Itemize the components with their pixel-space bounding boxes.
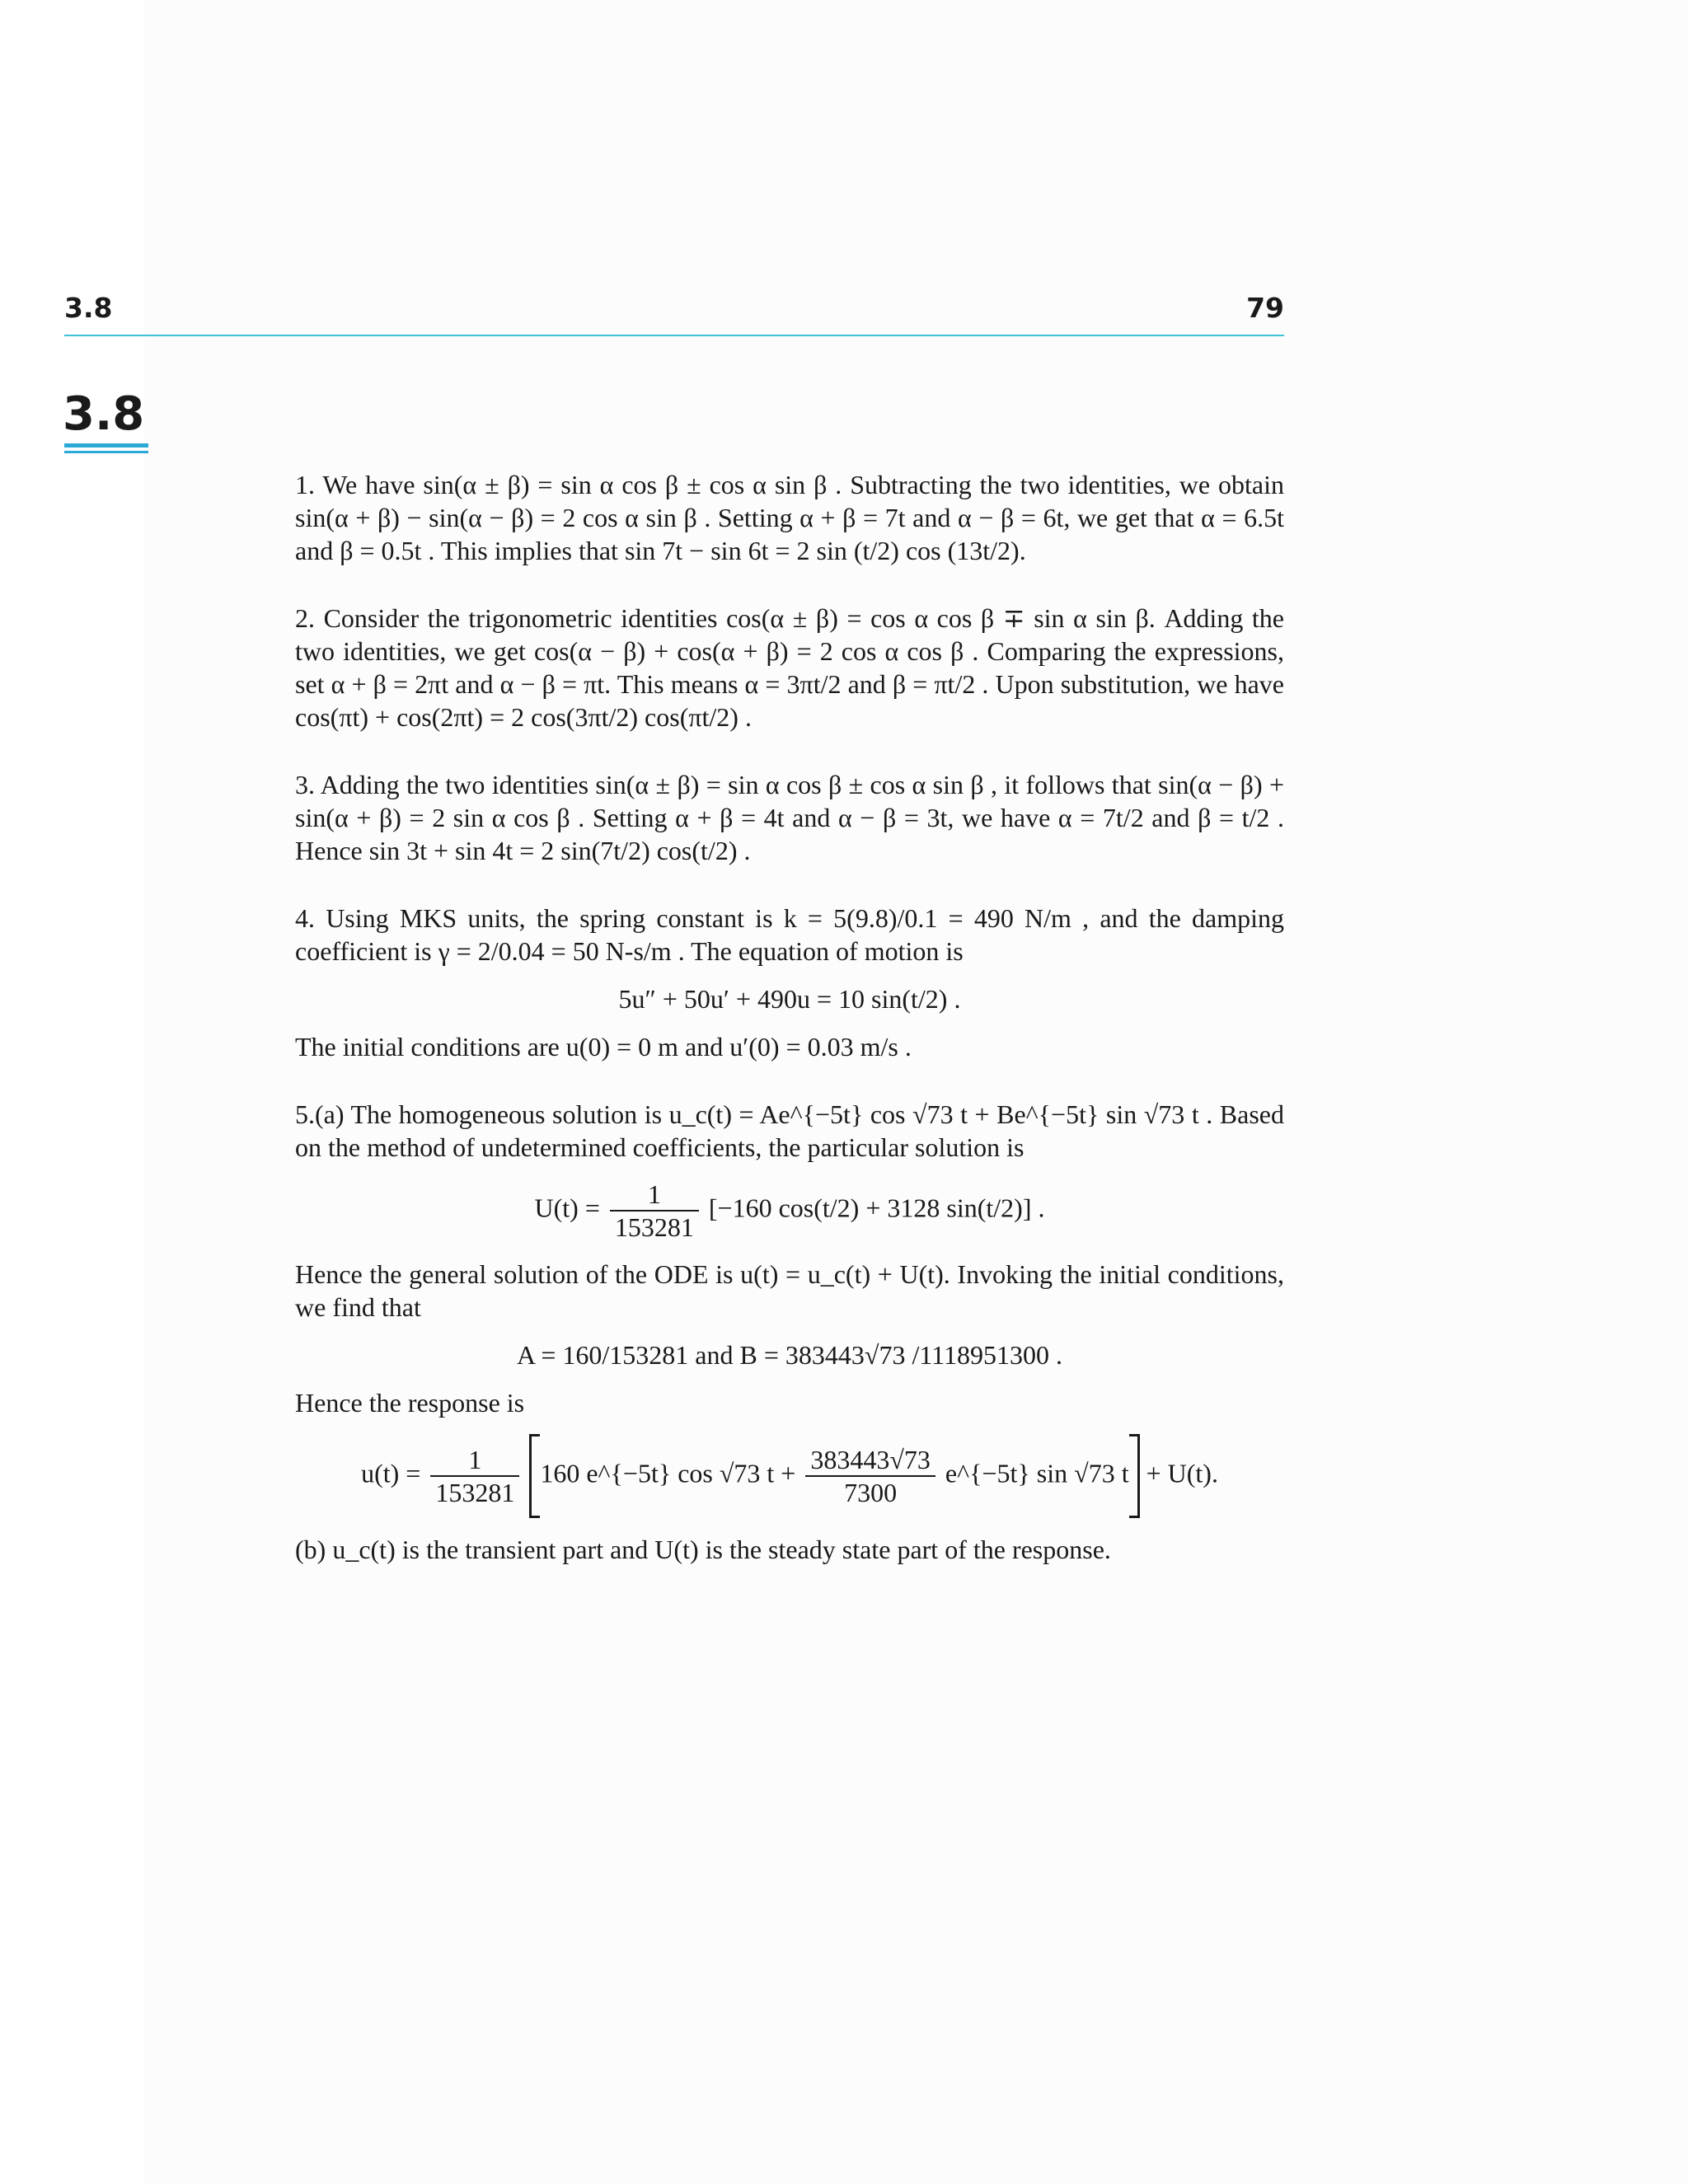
solution-2: 2. Consider the trigonometric identities cos(α ± β) = cos α cos β ∓ sin α sin β. Adding the two identities, we get cos(α − β) + cos(α + β) = 2 cos α cos β . Comparing the expressions, set α + β = 2πt and α − β = πt. This means α = 3πt/2 and β = πt/2 . Upon substitution, we have cos(πt) + cos(2πt) = 2 cos(3πt/2) cos(πt/2) . xyxy=(295,603,1284,732)
response-equation xyxy=(295,1434,1284,1518)
fraction-denominator: 153281 xyxy=(614,1212,694,1242)
fraction-numerator: 1 xyxy=(430,1444,519,1477)
response-intro: Hence the response is xyxy=(295,1388,525,1418)
response-bracket xyxy=(529,1434,1139,1518)
section-title-underline xyxy=(64,443,148,455)
solution-5a-text: 5.(a) The homogeneous solution is u_c(t) = Ae^{−5t} cos √73 t + Be^{−5t} sin √73 t . Based on the method of undetermined coefficients, the particular solution is xyxy=(295,1099,1284,1162)
response-lhs: u(t) = xyxy=(361,1458,421,1488)
particular-solution-equation xyxy=(295,1179,1284,1243)
solution-3: 3. Adding the two identities sin(α ± β) = sin α cos β ± cos α sin β , it follows that sin(α − β) + sin(α + β) = 2 sin α cos β . Setting α + β = 4t and α − β = 3t, we have α = 7t/2 and β = t/2 . Hence sin 3t + sin 4t = 2 sin(7t/2) cos(t/2) . xyxy=(295,770,1284,865)
constants-equation: A = 160/153281 and B = 383443√73 /1118951300 . xyxy=(517,1340,1062,1370)
fraction-denominator: 7300 xyxy=(844,1478,898,1507)
solution-4-text: 4. Using MKS units, the spring constant is k = 5(9.8)/0.1 = 490 N/m , and the damping coefficient is γ = 2/0.04 = 50 N-s/m . The equation of motion is xyxy=(295,903,1284,966)
solution-4-initial-conditions: The initial conditions are u(0) = 0 m and u′(0) = 0.03 m/s . xyxy=(295,1032,912,1062)
response-term-1: 160 e^{−5t} cos √73 t + xyxy=(540,1458,796,1488)
section-title: 3.8 xyxy=(63,387,145,441)
particular-solution-lhs: U(t) = xyxy=(534,1193,600,1223)
running-header xyxy=(64,285,1284,336)
problem-solutions xyxy=(295,468,1284,1566)
response-tail: + U(t). xyxy=(1146,1458,1218,1488)
fraction-numerator: 383443√73 xyxy=(805,1444,935,1477)
general-solution-text: Hence the general solution of the ODE is u(t) = u_c(t) + U(t). Invoking the initial conditions, we find that xyxy=(295,1259,1284,1322)
fraction-numerator: 1 xyxy=(610,1179,699,1212)
header-page-number: 79 xyxy=(1246,292,1284,324)
response-coefficient-fraction xyxy=(805,1444,935,1508)
equation-of-motion: 5u″ + 50u′ + 490u = 10 sin(t/2) . xyxy=(618,984,961,1014)
response-prefactor-fraction xyxy=(430,1444,519,1508)
fraction-denominator: 153281 xyxy=(435,1478,515,1507)
response-term-2: e^{−5t} sin √73 t xyxy=(945,1458,1129,1488)
particular-solution-rhs: [−160 cos(t/2) + 3128 sin(t/2)] . xyxy=(708,1193,1045,1223)
solution-1: 1. We have sin(α ± β) = sin α cos β ± cos α sin β . Subtracting the two identities, we obtain sin(α + β) − sin(α − β) = 2 cos α sin β . Setting α + β = 7t and α − β = 6t, we get that α = 6.5t and β = 0.5t . This implies that sin 7t − sin 6t = 2 sin (t/2) cos (13t/2). xyxy=(295,470,1284,565)
solution-5b: (b) u_c(t) is the transient part and U(t) is the steady state part of the response. xyxy=(295,1535,1111,1564)
header-section-number: 3.8 xyxy=(64,292,113,324)
particular-solution-fraction xyxy=(610,1179,699,1243)
